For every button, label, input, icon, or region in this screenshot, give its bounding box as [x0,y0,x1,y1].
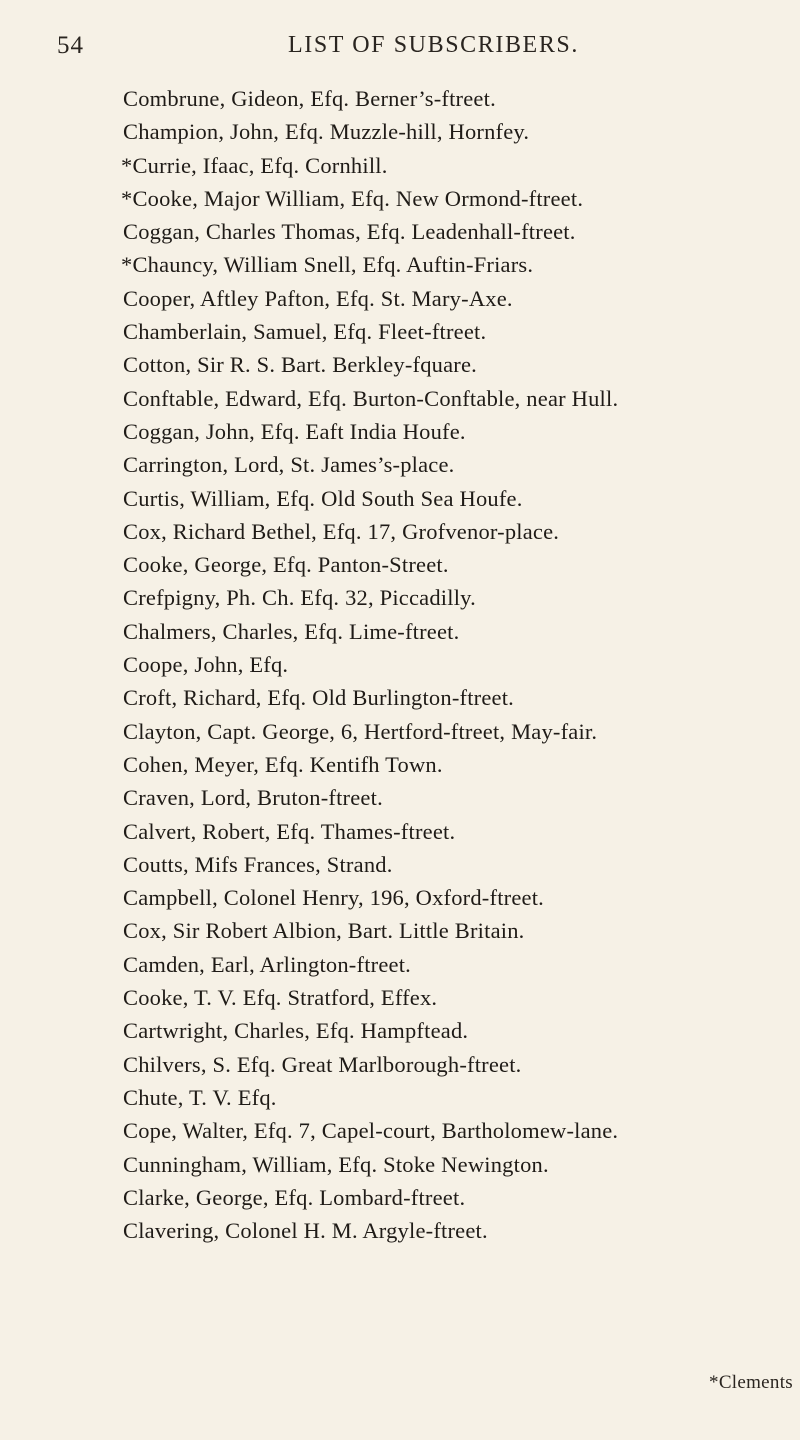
subscriber-entry: Curtis, William, Efq. Old South Sea Houfe. [123,485,523,511]
subscriber-entry: Cotton, Sir R. S. Bart. Berkley-fquare. [123,352,478,378]
subscriber-entry: Cope, Walter, Efq. 7, Capel-court, Bartholomew-lane. [123,1118,619,1144]
subscriber-entry: Cooke, T. V. Efq. Stratford, Effex. [123,985,438,1011]
subscriber-entry: Cox, Sir Robert Albion, Bart. Little Britain. [123,918,525,944]
subscriber-entry: Coggan, Charles Thomas, Efq. Leadenhall-ftreet. [123,219,576,245]
subscriber-entry: Croft, Richard, Efq. Old Burlington-ftreet. [123,685,515,711]
subscriber-entry: Craven, Lord, Bruton-ftreet. [123,785,383,811]
subscriber-entry: Cooke, George, Efq. Panton-Street. [123,552,449,578]
subscriber-entry: Cartwright, Charles, Efq. Hampftead. [123,1018,469,1044]
subscriber-entry: Cunningham, William, Efq. Stoke Newington. [123,1151,549,1177]
subscriber-entry: Chilvers, S. Efq. Great Marlborough-ftreet. [123,1051,522,1077]
subscriber-entry: Cooper, Aftley Pafton, Efq. St. Mary-Axe. [123,285,513,311]
subscriber-entry: Calvert, Robert, Efq. Thames-ftreet. [123,818,456,844]
catchword: *Clements [709,1372,793,1393]
subscriber-entry: Crefpigny, Ph. Ch. Efq. 32, Piccadilly. [123,585,476,611]
subscriber-entry: Chute, T. V. Efq. [123,1084,277,1110]
subscriber-entry: Coggan, John, Efq. Eaft India Houfe. [123,418,466,444]
subscriber-entry: Coope, John, Efq. [123,652,289,678]
running-head: LIST OF SUBSCRIBERS. [288,32,579,58]
subscriber-entry: Combrune, Gideon, Efq. Berner’s-ftreet. [123,86,496,111]
subscriber-entry: Camden, Earl, Arlington-ftreet. [123,951,411,977]
subscriber-entry: *Currie, Ifaac, Efq. Cornhill. [121,152,388,178]
subscriber-entry: Campbell, Colonel Henry, 196, Oxford-ftreet. [123,885,544,911]
subscriber-entry: Champion, John, Efq. Muzzle-hill, Hornfey. [123,119,530,145]
subscriber-entry: *Cooke, Major William, Efq. New Ormond-ftreet. [121,185,584,211]
subscriber-entry: Coutts, Mifs Frances, Strand. [123,851,393,877]
subscriber-entry: Clayton, Capt. George, 6, Hertford-ftreet, May-fair. [123,718,598,744]
subscriber-entry: *Chauncy, William Snell, Efq. Auftin-Friars. [121,252,534,278]
subscriber-entry: Carrington, Lord, St. James’s-place. [123,452,455,478]
subscriber-list [123,82,793,1247]
subscriber-entry: Clarke, George, Efq. Lombard-ftreet. [123,1184,466,1210]
subscriber-entry: Conftable, Edward, Efq. Burton-Conftable, near Hull. [123,385,619,411]
subscriber-entry: Chalmers, Charles, Efq. Lime-ftreet. [123,618,460,644]
subscriber-entry: Clavering, Colonel H. M. Argyle-ftreet. [123,1218,488,1244]
subscriber-entry: Chamberlain, Samuel, Efq. Fleet-ftreet. [123,319,487,345]
subscriber-entry: Cohen, Meyer, Efq. Kentifh Town. [123,751,443,777]
page-number: 54 [57,32,84,59]
subscriber-entry: Cox, Richard Bethel, Efq. 17, Grofvenor-place. [123,518,560,544]
